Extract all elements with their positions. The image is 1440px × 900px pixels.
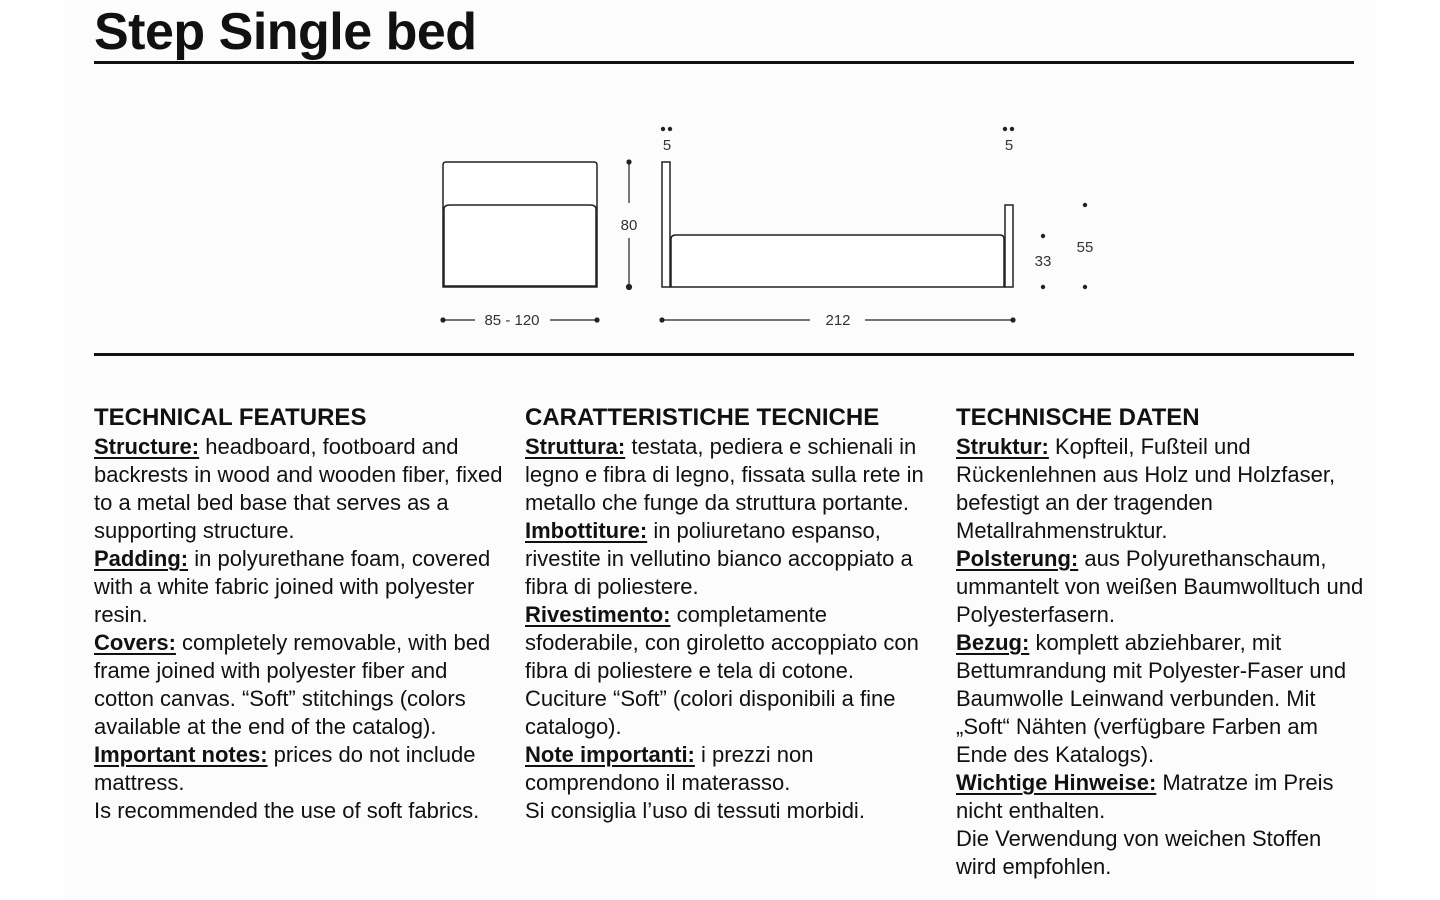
section-wichtige-hinweise: [956, 769, 1366, 825]
section-struttura: [525, 433, 935, 517]
footboard-side: [1005, 205, 1013, 287]
foot-thickness-dimension: [1003, 127, 1014, 131]
base-height-label: 33: [1034, 253, 1052, 270]
section-text: komplett abziehbarer, mit Bettumrandung mit Polyester-Faser und Baumwolle Leinwand verbunden. Mit „Soft“ Nähten (verfügbare Farben am Ende des Katalogs).: [956, 630, 1347, 767]
section-bezug: [956, 629, 1366, 769]
mattress-side: [671, 235, 1004, 287]
section-rivestimento: [525, 601, 935, 741]
side-view: [662, 162, 1013, 287]
fabric-note: Is recommended the use of soft fabrics.: [94, 798, 480, 823]
section-label: Padding:: [94, 546, 189, 571]
head-thickness-label: 5: [662, 137, 672, 154]
bed-dimension-drawing: [400, 110, 1120, 340]
section-imbottiture: [525, 517, 935, 601]
head-thickness-dimension: [661, 127, 672, 131]
front-height-label: 80: [620, 217, 638, 234]
front-view: [443, 162, 597, 287]
column-english: [94, 403, 504, 825]
page-title: Step Single bed: [94, 3, 477, 61]
section-text: i prezzi non comprendono il materasso.: [525, 742, 814, 795]
section-label: Bezug:: [956, 630, 1030, 655]
section-label: Rivestimento:: [525, 602, 671, 627]
section-important-notes: [94, 741, 504, 797]
fabric-note: Die Verwendung von weichen Stoffen wird empfohlen.: [956, 826, 1322, 879]
section-polsterung: [956, 545, 1366, 629]
section-structure: [94, 433, 504, 545]
section-label: Note importanti:: [525, 742, 695, 767]
section-label: Important notes:: [94, 742, 268, 767]
section-covers: [94, 629, 504, 741]
section-struktur: [956, 433, 1366, 545]
section-text: prices do not include mattress.: [94, 742, 476, 795]
headboard-side: [662, 162, 670, 287]
section-label: Covers:: [94, 630, 176, 655]
section-text: testata, pediera e schienali in legno e fibra di legno, fissata sulla rete in metallo che funge da struttura portante.: [525, 434, 924, 515]
section-label: Polsterung:: [956, 546, 1079, 571]
section-label: Structure:: [94, 434, 200, 459]
section-label: Imbottiture:: [525, 518, 648, 543]
front-width-label: 85 - 120: [484, 312, 540, 329]
section-text: completamente sfoderabile, con giroletto accoppiato con fibra di poliestere e tela di cotone. Cuciture “Soft” (colori disponibili a fine catalogo).: [525, 602, 919, 739]
section-note-importanti: [525, 741, 935, 797]
section-label: Struktur:: [956, 434, 1049, 459]
foot-height-label: 55: [1076, 239, 1094, 256]
section-text: aus Polyurethanschaum, ummantelt von weißen Baumwolltuch und Polyesterfasern.: [956, 546, 1364, 627]
section-text: headboard, footboard and backrests in wood and wooden fiber, fixed to a metal bed base that serves as a supporting structure.: [94, 434, 503, 543]
column-italian: [525, 403, 935, 825]
section-label: Wichtige Hinweise:: [956, 770, 1157, 795]
column-heading: CARATTERISTICHE TECNICHE: [525, 404, 880, 431]
headboard-front: [443, 162, 597, 287]
section-text: in poliuretano espanso, rivestite in vellutino bianco accoppiato a fibra di poliestere.: [525, 518, 913, 599]
top-divider: [94, 61, 1354, 64]
section-text: Kopfteil, Fußteil und Rückenlehnen aus Holz und Holzfaser, befestigt an der tragenden Metallrahmenstruktur.: [956, 434, 1336, 543]
column-heading: TECHNISCHE DATEN: [956, 404, 1200, 431]
fabric-note: Si consiglia l’uso di tessuti morbidi.: [525, 798, 865, 823]
section-padding: [94, 545, 504, 629]
section-text: Matratze im Preis nicht enthalten.: [956, 770, 1334, 823]
section-text: in polyurethane foam, covered with a white fabric joined with polyester resin.: [94, 546, 491, 627]
column-german: [956, 403, 1366, 881]
foot-thickness-label: 5: [1004, 137, 1014, 154]
section-label: Struttura:: [525, 434, 626, 459]
side-length-label: 212: [825, 312, 851, 329]
section-text: completely removable, with bed frame joined with polyester fiber and cotton canvas. “Soft” stitchings (colors available at the end of the catalog).: [94, 630, 491, 739]
column-heading: TECHNICAL FEATURES: [94, 404, 367, 431]
middle-divider: [94, 353, 1354, 356]
